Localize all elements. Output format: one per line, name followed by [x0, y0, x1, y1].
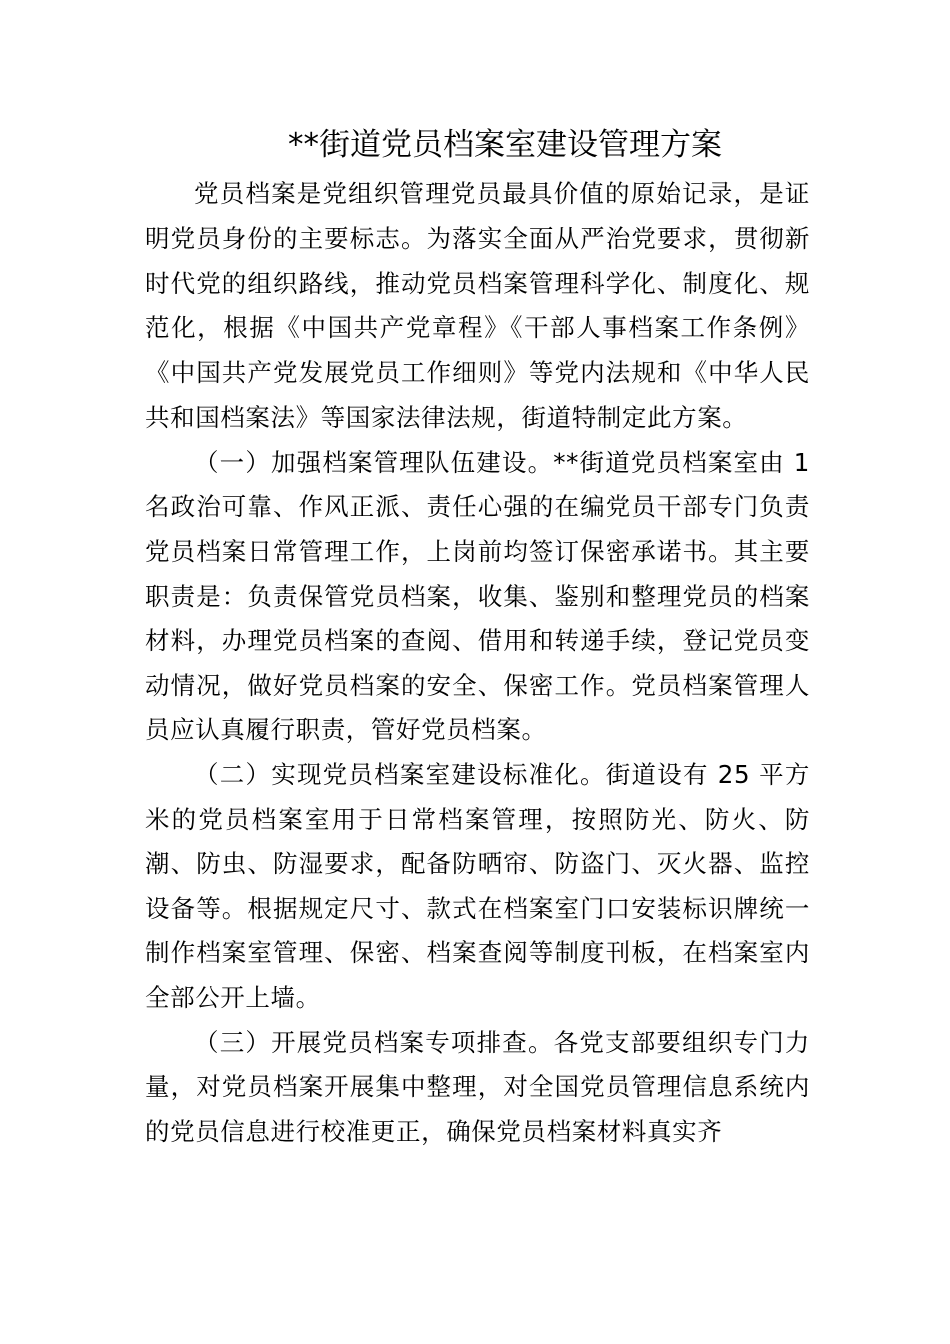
paragraph-section-1: （一）加强档案管理队伍建设。**街道党员档案室由 1 名政治可靠、作风正派、责任心强的在编党员干部专门负责党员档案日常管理工作，上岗前均签订保密承诺书。其主要职责是：负责保管党员档案，收集、鉴别和整理党员的档案材料，办理党员档案的查阅、借用和转递手续，登记党员变动情况，做好党员档案的安全、保密工作。党员档案管理人员应认真履行职责，管好党员档案。: [145, 447, 810, 745]
paragraph-section-3: （三）开展党员档案专项排查。各党支部要组织专门力量，对党员档案开展集中整理，对全国党员管理信息系统内的党员信息进行校准更正，确保党员档案材料真实齐: [145, 1027, 810, 1146]
paragraph-section-2: （二）实现党员档案室建设标准化。街道设有 25 平方米的党员档案室用于日常档案管理，按照防光、防火、防潮、防虫、防湿要求，配备防晒帘、防盗门、灭火器、监控设备等。根据规定尺寸、款式在档案室门口安装标识牌统一制作档案室管理、保密、档案查阅等制度刊板，在档案室内全部公开上墙。: [145, 759, 810, 1012]
document-title: **街道党员档案室建设管理方案: [288, 127, 722, 163]
document-body: [145, 172, 810, 1154]
paragraph-intro: 党员档案是党组织管理党员最具价值的原始记录，是证明党员身份的主要标志。为落实全面从严治党要求，贯彻新时代党的组织路线，推动党员档案管理科学化、制度化、规范化，根据《中国共产党章程》《干部人事档案工作条例》《中国共产党发展党员工作细则》等党内法规和《中华人民共和国档案法》等国家法律法规，街道特制定此方案。: [145, 179, 810, 432]
